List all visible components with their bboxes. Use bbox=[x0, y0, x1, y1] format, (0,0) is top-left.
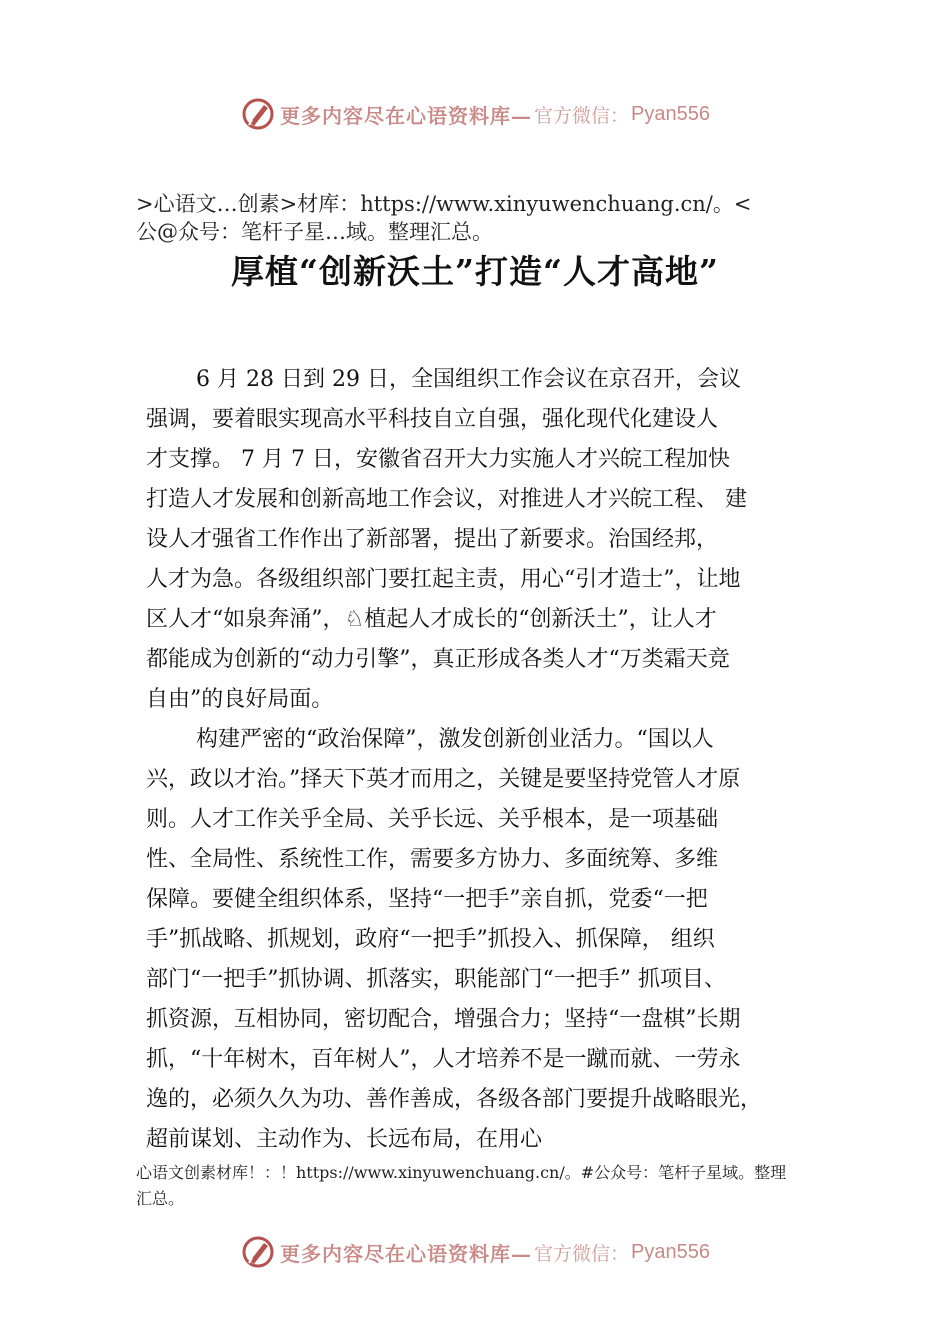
body-line: 强调，要着眼实现高水平科技自立自强，强化现代化建设人 bbox=[146, 407, 719, 432]
body-line: 抓资源，互相协同，密切配合，增强合力；坚持“一盘棋”长期 bbox=[146, 1007, 741, 1032]
pen-logo-icon bbox=[240, 96, 276, 132]
body-line: 抓，“十年树木，百年树人”，人才培养不是一蹴而就、一劳永 bbox=[146, 1047, 741, 1072]
body-line: 都能成为创新的“动力引擎”，真正形成各类人才“万类霜天竞 bbox=[146, 647, 730, 672]
banner-wechat-label: 官方微信： bbox=[534, 1242, 630, 1265]
banner-text: 更多内容尽在心语资料库— bbox=[280, 103, 532, 128]
banner-wechat-id: Pyan556 bbox=[631, 1240, 710, 1263]
body-line: 部门“一把手”抓协调、抓落实，职能部门“一把手” 抓项目、 bbox=[146, 967, 726, 992]
banner-text: 更多内容尽在心语资料库— bbox=[280, 1241, 532, 1266]
body-line: 性、全局性、系统性工作，需要多方协力、多面统筹、多维 bbox=[146, 847, 719, 872]
document-title: 厚植“创新沃土”打造“人才高地” bbox=[231, 252, 719, 291]
banner-wechat-id: Pyan556 bbox=[631, 102, 710, 125]
body-line: 设人才强省工作作出了新部署，提出了新要求。治国经邦， bbox=[146, 527, 719, 552]
body-line: 区人才“如泉奔涌”，♘植起人才成长的“创新沃土”，让人才 bbox=[146, 607, 717, 632]
document-body bbox=[146, 360, 836, 1160]
footer-source-line-1: 心语文创素材库！：！https://www.xinyuwenchuang.cn/。#公众号：笔杆子星域。整理 bbox=[136, 1163, 787, 1182]
body-line: 6 月 28 日到 29 日，全国组织工作会议在京召开，会议 bbox=[196, 367, 741, 392]
body-line: 超前谋划、主动作为、长远布局，在用心 bbox=[146, 1127, 543, 1152]
footer-source-note bbox=[136, 1160, 836, 1212]
banner-wechat-label: 官方微信： bbox=[534, 104, 630, 127]
body-line: 兴，政以才治。”择天下英才而用之，关键是要坚持党管人才原 bbox=[146, 767, 741, 792]
header-source-line-1: >心语文…创素>材库：https://www.xinyuwenchuang.cn/。< bbox=[136, 192, 752, 216]
header-banner bbox=[0, 94, 950, 134]
body-line: 自由”的良好局面。 bbox=[146, 687, 334, 712]
body-line: 才支撑。 7 月 7 日，安徽省召开大力实施人才兴皖工程加快 bbox=[146, 447, 730, 472]
body-line: 打造人才发展和创新高地工作会议，对推进人才兴皖工程、 建 bbox=[146, 487, 747, 512]
footer-banner bbox=[0, 1232, 950, 1272]
pen-logo-icon bbox=[240, 1234, 276, 1270]
body-line: 逸的，必须久久为功、善作善成，各级各部门要提升战略眼光， bbox=[146, 1087, 763, 1112]
body-line: 则。人才工作关乎全局、关乎长远、关乎根本，是一项基础 bbox=[146, 807, 719, 832]
header-source-note bbox=[136, 190, 836, 246]
body-line: 手”抓战略、抓规划，政府“一把手”抓投入、抓保障， 组织 bbox=[146, 927, 715, 952]
body-line: 人才为急。各级组织部门要扛起主责，用心“引才造士”，让地 bbox=[146, 567, 741, 592]
footer-source-line-2: 汇总。 bbox=[136, 1189, 185, 1208]
body-line: 构建严密的“政治保障”，激发创新创业活力。“国以人 bbox=[196, 727, 714, 752]
header-source-line-2: 公@众号：笔杆子星…域。整理汇总。 bbox=[136, 220, 493, 244]
body-line: 保障。要健全组织体系，坚持“一把手”亲自抓，党委“一把 bbox=[146, 887, 708, 912]
